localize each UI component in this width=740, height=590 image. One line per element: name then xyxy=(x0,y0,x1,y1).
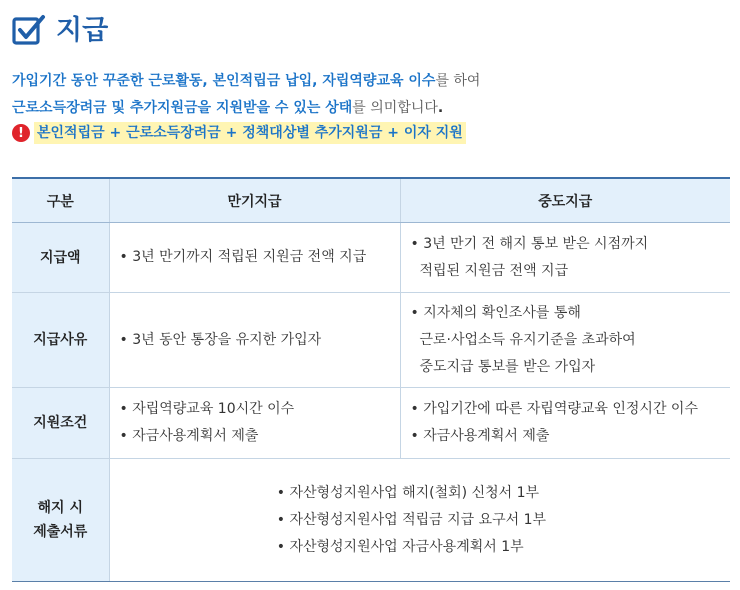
payment-table xyxy=(12,177,730,582)
cell-reason-interim xyxy=(400,293,730,388)
list-item: • 3년 만기 전 해지 통보 받은 시점까지 xyxy=(410,235,649,252)
list-item-continued: 적립된 지원금 전액 지급 xyxy=(419,262,569,279)
payment-formula: 본인적립금 + 근로소득장려금 + 정책대상별 추가지원금 + 이자 지원 xyxy=(34,122,466,144)
row-label-documents xyxy=(12,459,109,582)
intro-line-1 xyxy=(12,68,732,95)
checkbox-check-icon xyxy=(12,14,46,48)
cell-conditions-maturity xyxy=(109,388,400,459)
list-item: • 자금사용계획서 제출 xyxy=(119,428,259,444)
formula-row xyxy=(12,121,466,145)
list-item: • 3년 만기까지 적립된 지원금 전액 지급 xyxy=(119,249,367,265)
table-row-reason xyxy=(12,293,730,388)
intro-tail-2: 를 의미합니다 xyxy=(352,100,438,116)
header-category: 구분 xyxy=(12,178,109,223)
cell-documents xyxy=(109,459,730,582)
intro-text xyxy=(12,68,732,122)
table-row-conditions xyxy=(12,388,730,459)
row-label-documents-line-1: 해지 시 xyxy=(37,500,83,516)
documents-list xyxy=(267,480,577,561)
list-item: • 자산형성지원사업 해지(철회) 신청서 1부 xyxy=(276,484,540,501)
intro-period: . xyxy=(437,100,444,116)
row-label-amount: 지급액 xyxy=(12,223,109,293)
list-item: • 자금사용계획서 제출 xyxy=(410,428,550,444)
table-row-amount xyxy=(12,223,730,293)
list-item: • 3년 동안 통장을 유지한 가입자 xyxy=(119,331,322,348)
row-label-reason: 지급사유 xyxy=(12,293,109,388)
list-item-continued: 중도지급 통보를 받은 가입자 xyxy=(419,358,596,375)
row-label-conditions: 지원조건 xyxy=(12,388,109,459)
cell-conditions-interim xyxy=(400,388,730,459)
exclamation-circle-icon: ! xyxy=(12,124,30,142)
cell-amount-maturity xyxy=(109,223,400,293)
cell-reason-maturity xyxy=(109,293,400,388)
list-item: • 가입기간에 따른 자립역량교육 인정시간 이수 xyxy=(410,401,698,417)
header-interim: 중도지급 xyxy=(400,178,730,223)
table-row-documents xyxy=(12,459,730,582)
header-maturity: 만기지급 xyxy=(109,178,400,223)
page-title-row xyxy=(12,13,108,49)
cell-amount-interim xyxy=(400,223,730,293)
list-item: • 자산형성지원사업 적립금 지급 요구서 1부 xyxy=(276,511,547,528)
page-title: 지급 xyxy=(56,15,109,46)
table-header-row xyxy=(12,178,730,223)
row-label-documents-line-2: 제출서류 xyxy=(33,524,88,540)
list-item: • 자산형성지원사업 자금사용계획서 1부 xyxy=(276,538,524,555)
list-item: • 지자체의 확인조사를 통해 xyxy=(410,304,581,321)
list-item-continued: 근로·사업소득 유지기준을 초과하여 xyxy=(419,331,636,348)
intro-highlight-2: 근로소득장려금 및 추가지원금을 지원받을 수 있는 상태 xyxy=(12,100,353,116)
list-item: • 자립역량교육 10시간 이수 xyxy=(119,401,295,417)
intro-line-2 xyxy=(12,95,732,122)
intro-highlight-1: 가입기간 동안 꾸준한 근로활동, 본인적립금 납입, 자립역량교육 이수 xyxy=(12,73,436,89)
intro-tail-1: 를 하여 xyxy=(435,73,481,89)
